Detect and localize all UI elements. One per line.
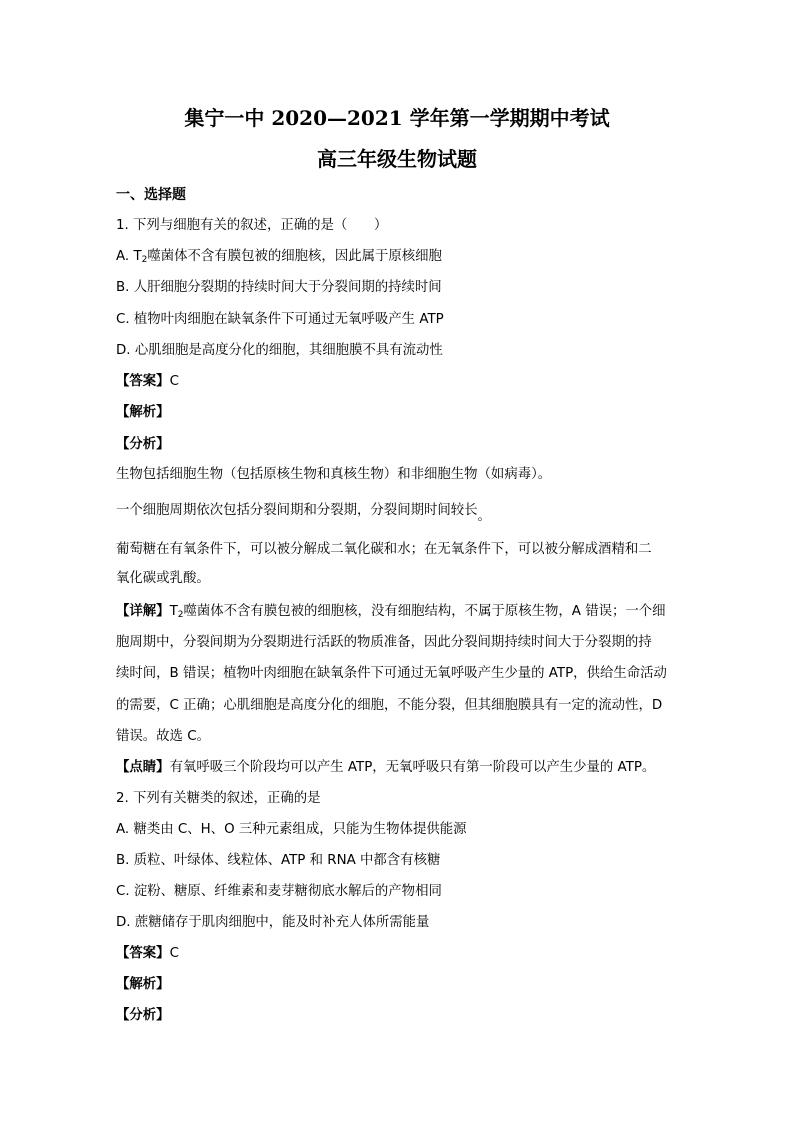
question-1-detail-5: 错误。故选 C。 bbox=[116, 729, 210, 744]
question-2-fenxi-label: 【分析】 bbox=[116, 1008, 170, 1023]
question-1-stem: 1. 下列与细胞有关的叙述，正确的是（ ） bbox=[116, 218, 388, 233]
exam-subtitle: 高三年级生物试题 bbox=[317, 147, 477, 171]
question-1-option-a: A. $T_2$噬菌体不含有膜包被的细胞核，因此属于原核细胞 bbox=[116, 249, 442, 265]
question-1-analysis-1: 生物包括细胞生物（包括原核生物和真核生物）和非细胞生物（如病毒）。 bbox=[116, 467, 552, 482]
question-1-answer: 【答案】C bbox=[116, 374, 179, 389]
question-1-detail-4: 的需要，C 正确；心肌细胞是高度分化的细胞，不能分裂，但其细胞膜具有一定的流动性，D bbox=[116, 698, 663, 713]
question-2-option-b: B. 质粒、叶绿体、线粒体、ATP 和 RNA 中都含有核糖 bbox=[116, 853, 441, 868]
question-1-detail-2: 胞周期中，分裂间期为分裂期进行活跃的物质准备，因此分裂间期持续时间大于分裂期的持 bbox=[116, 635, 652, 650]
question-1-option-c: C. 植物叶肉细胞在缺氧条件下可通过无氧呼吸产生 ATP bbox=[116, 312, 444, 327]
question-1-option-b: B. 人肝细胞分裂期的持续时间大于分裂间期的持续时间 bbox=[116, 280, 442, 295]
section-heading: 一、选择题 bbox=[116, 187, 186, 203]
exam-title: 集宁一中 2020—2021 学年第一学期期中考试 bbox=[184, 106, 610, 130]
question-2-stem: 2. 下列有关糖类的叙述，正确的是 bbox=[116, 791, 321, 806]
question-2-option-c: C. 淀粉、糖原、纤维素和麦芽糖彻底水解后的产物相同 bbox=[116, 884, 442, 899]
question-1-detail-1: 【详解】$T_2$噬菌体不含有膜包被的细胞核，没有细胞结构，不属于原核生物，A 错误；一个细 bbox=[116, 604, 666, 620]
question-1-fenxi-label: 【分析】 bbox=[116, 437, 170, 452]
question-1-option-d: D. 心肌细胞是高度分化的细胞，其细胞膜不具有流动性 bbox=[116, 343, 443, 358]
question-1-analysis-3a: 葡萄糖在有氧条件下，可以被分解成二氧化碳和水；在无氧条件下，可以被分解成酒精和二 bbox=[116, 542, 652, 557]
question-2-option-a: A. 糖类由 C、H、O 三种元素组成，只能为生物体提供能源 bbox=[116, 822, 467, 837]
question-1-analysis-3b: 氧化碳或乳酸。 bbox=[116, 571, 210, 586]
question-1-jiexi-label: 【解析】 bbox=[116, 405, 170, 420]
question-2-answer: 【答案】C bbox=[116, 946, 179, 961]
question-1-analysis-2: 一个细胞周期依次包括分裂间期和分裂期，分裂间期时间较长。 bbox=[116, 503, 491, 524]
question-2-jiexi-label: 【解析】 bbox=[116, 977, 170, 992]
question-1-detail-3: 续时间，B 错误；植物叶肉细胞在缺氧条件下可通过无氧呼吸产生少量的 ATP，供给生命活动 bbox=[116, 666, 667, 681]
question-1-point: 【点睛】有氧呼吸三个阶段均可以产生 ATP，无氧呼吸只有第一阶段可以产生少量的 ATP。 bbox=[116, 760, 656, 775]
question-2-option-d: D. 蔗糖储存于肌肉细胞中，能及时补充人体所需能量 bbox=[116, 915, 430, 930]
